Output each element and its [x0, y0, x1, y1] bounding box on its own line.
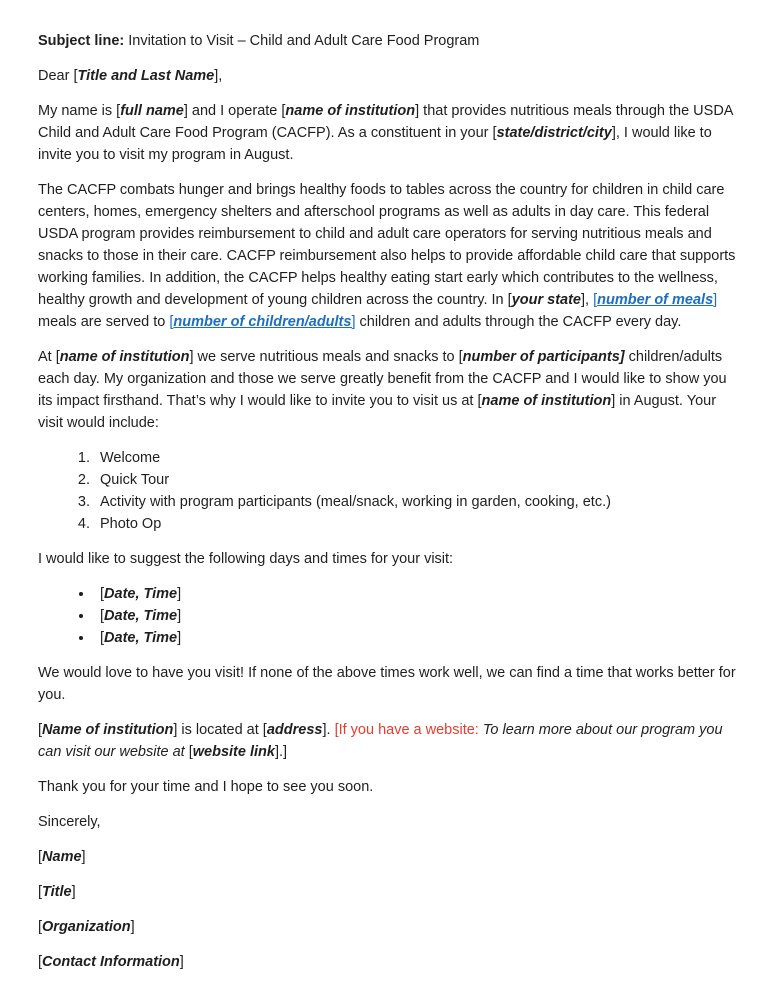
- signature-name: [38, 846, 738, 868]
- text-run: [: [38, 954, 43, 970]
- text-run: Name: [42, 849, 82, 865]
- text-run: Organization: [42, 919, 131, 935]
- signature-title: [38, 881, 738, 903]
- text-run: website link: [192, 744, 275, 760]
- subject-line: [38, 30, 738, 52]
- text-run: At [: [38, 349, 60, 365]
- text-run: ]: [177, 608, 182, 624]
- text-run: Name of institution: [42, 722, 174, 738]
- list-item: 1. Welcome: [94, 447, 738, 469]
- list-item: 2. Quick Tour: [94, 469, 738, 491]
- text-run: ] that provides nutritious meals through the USDA Child and Adult Care Food Program (CACFP). As a constituent in your [: [38, 103, 733, 141]
- thank-you-paragraph: [38, 776, 738, 798]
- text-run: Dear [: [38, 68, 78, 84]
- text-run: Date, Time: [104, 586, 178, 602]
- suggested-times-list: [38, 583, 738, 649]
- text-run: Title: [42, 884, 72, 900]
- placeholder-link[interactable]: [: [593, 292, 598, 308]
- placeholder-link[interactable]: number of meals: [597, 292, 714, 308]
- text-run: I would like to suggest the following days and times for your visit:: [38, 551, 454, 567]
- text-run: ] and I operate [: [183, 103, 286, 119]
- text-run: full name: [120, 103, 184, 119]
- salutation: [38, 65, 738, 87]
- list-item: 4. Photo Op: [94, 513, 738, 535]
- text-run: name of institution: [59, 349, 190, 365]
- text-run: [: [100, 608, 105, 624]
- text-run: Date, Time: [104, 630, 178, 646]
- list-item: [94, 583, 738, 605]
- placeholder-link[interactable]: number of children/adults: [173, 314, 352, 330]
- text-run: ] is located at [: [173, 722, 267, 738]
- text-run: [: [38, 722, 43, 738]
- text-run: [If you have a website:: [334, 722, 483, 738]
- text-run: Subject line:: [38, 33, 125, 49]
- text-run: ]: [130, 919, 135, 935]
- text-run: [: [38, 849, 43, 865]
- text-run: To learn more about our program you can visit our website at: [38, 722, 723, 760]
- text-run: state/district/city: [496, 125, 612, 141]
- closing-line: [38, 811, 738, 833]
- text-run: ]: [179, 954, 184, 970]
- text-run: ] in August. Your visit would include:: [38, 393, 717, 431]
- text-run: ]: [81, 849, 86, 865]
- text-run: [: [100, 630, 105, 646]
- text-run: number of participants]: [462, 349, 625, 365]
- text-run: ].: [322, 722, 335, 738]
- visit-agenda-list: [38, 447, 738, 535]
- text-run: ].]: [274, 744, 288, 760]
- list-item: [94, 627, 738, 649]
- text-run: ]: [71, 884, 76, 900]
- placeholder-link[interactable]: ]: [713, 292, 718, 308]
- text-run: ],: [214, 68, 223, 84]
- text-run: Invitation to Visit – Child and Adult Care Food Program: [124, 33, 480, 49]
- signature-organization: [38, 916, 738, 938]
- flexibility-paragraph: [38, 662, 738, 706]
- text-run: Sincerely,: [38, 814, 101, 830]
- invitation-paragraph: [38, 346, 738, 434]
- placeholder-link[interactable]: ]: [351, 314, 356, 330]
- text-run: ],: [581, 292, 594, 308]
- text-run: name of institution: [481, 393, 612, 409]
- text-run: ]: [177, 630, 182, 646]
- list-item: [94, 605, 738, 627]
- text-run: ]: [177, 586, 182, 602]
- text-run: [: [38, 919, 43, 935]
- text-run: My name is [: [38, 103, 121, 119]
- text-run: meals are served to: [38, 314, 170, 330]
- suggested-times-intro: [38, 548, 738, 570]
- text-run: Date, Time: [104, 608, 178, 624]
- text-run: Contact Information: [42, 954, 180, 970]
- text-run: Title and Last Name: [77, 68, 215, 84]
- text-run: [: [188, 744, 193, 760]
- list-item: 3. Activity with program participants (meal/snack, working in garden, cooking, etc.): [94, 491, 738, 513]
- location-paragraph: [38, 719, 738, 763]
- text-run: The CACFP combats hunger and brings healthy foods to tables across the country for children in child care centers, homes, emergency shelters and afterschool programs as well as adults in day care. This federal USDA program provides reimbursement to child and adult care operators for serving nutritious meals and snacks to those in their care. CACFP reimbursement also helps to provide affordable child care that supports working families. In addition, the CACFP helps healthy eating start early which contributes to the wellness, healthy growth and development of young children across the country. In [: [38, 182, 736, 308]
- text-run: [: [38, 884, 43, 900]
- text-run: children/adults each day. My organization and those we serve greatly benefit from the CACFP and I would like to show you its impact firsthand. That’s why I would like to invite you to visit us at [: [38, 349, 727, 409]
- text-run: ] we serve nutritious meals and snacks to [: [189, 349, 463, 365]
- placeholder-link[interactable]: [: [169, 314, 174, 330]
- signature-contact: [38, 951, 738, 973]
- text-run: We would love to have you visit! If none of the above times work well, we can find a time that works better for you.: [38, 665, 736, 703]
- text-run: name of institution: [285, 103, 416, 119]
- intro-paragraph: [38, 100, 738, 166]
- text-run: your state: [511, 292, 581, 308]
- text-run: children and adults through the CACFP every day.: [355, 314, 682, 330]
- text-run: Thank you for your time and I hope to see you soon.: [38, 779, 374, 795]
- text-run: [: [100, 586, 105, 602]
- text-run: address: [266, 722, 323, 738]
- text-run: ], I would like to invite you to visit my program in August.: [38, 125, 712, 163]
- cacfp-description-paragraph: [38, 179, 738, 333]
